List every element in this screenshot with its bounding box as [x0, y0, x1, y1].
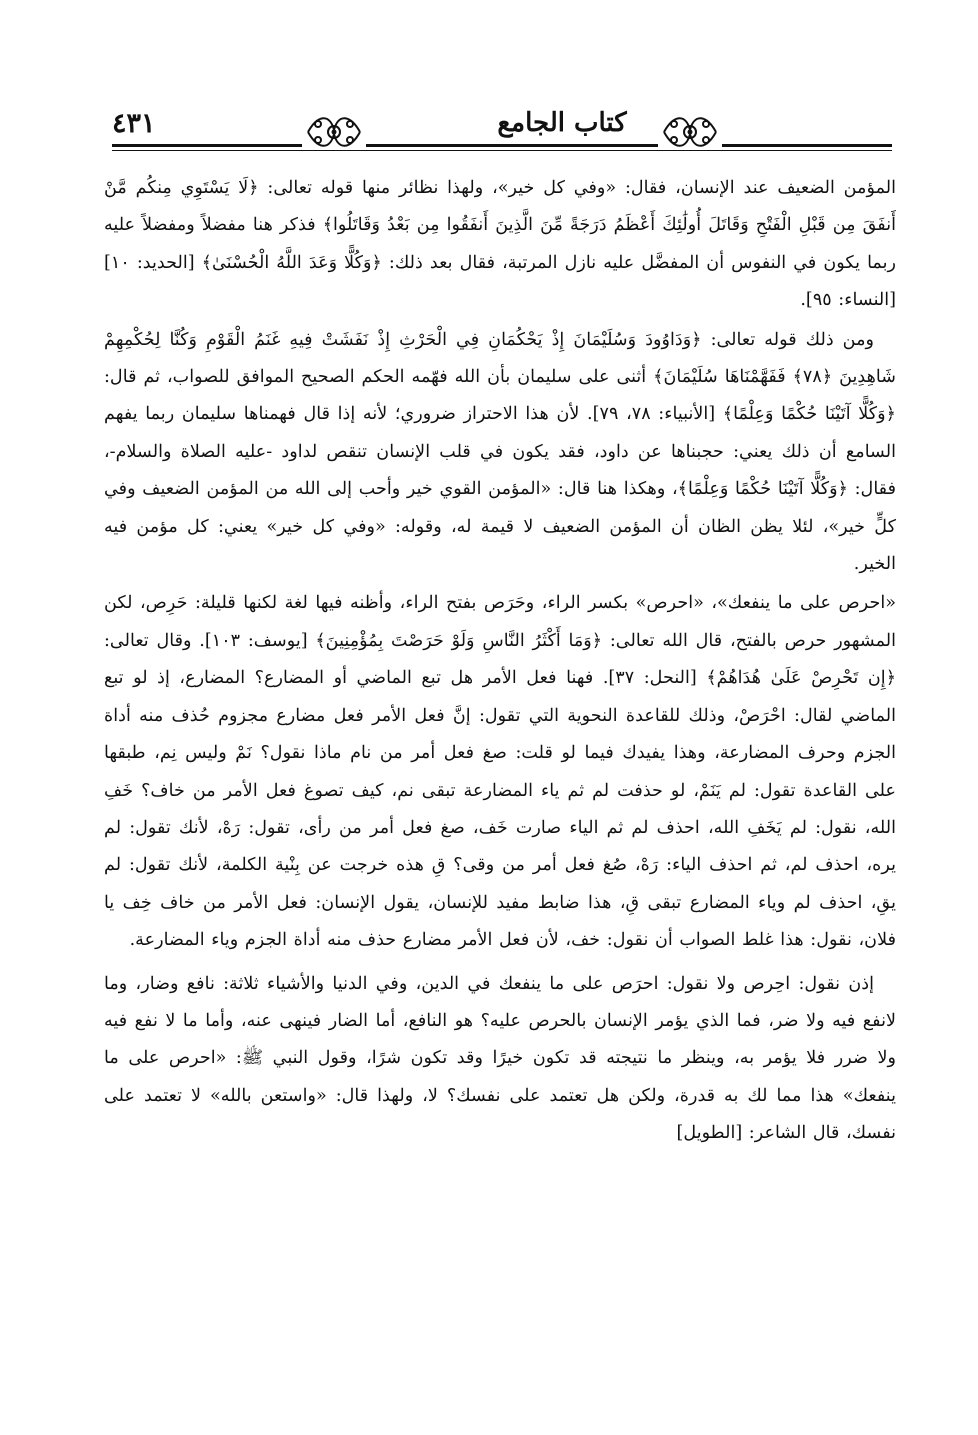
page-body [104, 170, 896, 1155]
paragraph: ومن ذلك قوله تعالى: ﴿وَدَاوُودَ وَسُلَيْمَانَ إِذْ يَحْكُمَانِ فِي الْحَرْثِ إِذْ نَفَشَتْ فِيهِ غَنَمُ الْقَوْمِ وَكُنَّا لِحُكْمِهِمْ شَاهِدِينَ ﴿٧٨﴾ فَفَهَّمْنَاهَا سُلَيْمَانَ﴾ أثنى على سليمان بأن الله فهّمه الحكم الصحيح الموافق للصواب، ثم قال: ﴿وَكُلًّا آتَيْنَا حُكْمًا وَعِلْمًا﴾ [الأنبياء: ٧٨، ٧٩]. لأن هذا الاحتراز ضروري؛ لأنه إذا قال فهمناها سليمان ربما يفهم السامع أن ذلك يعني: حجبناها عن داود، فقد يكون في قلب الإنسان تنقص لداود -عليه الصلاة والسلام-، فقال: ﴿وَكُلًّا آتَيْنَا حُكْمًا وَعِلْمًا﴾، وهكذا هنا قال: «المؤمن القوي خير وأحب إلى الله من المؤمن الضعيف وفي كلٍّ خير»، لئلا يظن الظان أن المؤمن الضعيف لا قيمة له، وقوله: «وفي كل خير» يعني: كل مؤمن فيه الخير. [104, 329, 896, 575]
ornament-right-icon [660, 104, 720, 156]
page-header [112, 104, 892, 164]
header-rule [722, 144, 892, 147]
page-number: ٤٣١ [112, 108, 156, 139]
paragraph: المؤمن الضعيف عند الإنسان، فقال: «وفي كل خير»، ولهذا نظائر منها قوله تعالى: ﴿لَا يَسْتَوِي مِنكُم مَّنْ أَنفَقَ مِن قَبْلِ الْفَتْحِ وَقَاتَلَ أُولَٰئِكَ أَعْظَمُ دَرَجَةً مِّنَ الَّذِينَ أَنفَقُوا مِن بَعْدُ وَقَاتَلُوا﴾ فذكر هنا مفضلاً ومفضلاً عليه ربما يكون في النفوس أن المفضَّل عليه نازل المرتبة، فقال بعد ذلك: ﴿وَكُلًّا وَعَدَ اللَّهُ الْحُسْنَىٰ﴾ [الحديد: ١٠] [النساء: ٩٥]. [104, 178, 896, 311]
paragraph: «احرص على ما ينفعك»، «احرص» بكسر الراء، وحَرَص بفتح الراء، وأظنه فيها لغة لكنها قليلة: حَرِص، لكن المشهور حرص بالفتح، قال الله تعالى: ﴿وَمَا أَكْثَرُ النَّاسِ وَلَوْ حَرَصْتَ بِمُؤْمِنِينَ﴾ [يوسف: ١٠٣]. وقال تعالى: ﴿إِن تَحْرِصْ عَلَىٰ هُدَاهُمْ﴾ [النحل: ٣٧]. فهنا فعل الأمر هل تبع الماضي أو المضارع؟ المضارع، إذ لو تبع الماضي لقال: احْرَصْ، وذلك للقاعدة النحوية التي تقول: إنَّ فعل الأمر فعل مضارع مجزوم حُذف منه أداة الجزم وحرف المضارعة، وهذا يفيدك فيما لو قلت: صغ فعل أمر من نام ماذا نقول؟ نَمْ وليس نِم، طبقها على القاعدة تقول: لم يَنَمْ، لو حذفت لم ثم ياء المضارعة تبقى نم، كيف تصوغ فعل الأمر من خاف؟ خَفِ الله، نقول: لم يَخَفِ الله، احذف لم ثم الياء صارت خَف، صغ فعل أمر من رأى، تقول: رَهْ، لأنك تقول: لم يره، احذف لم، ثم احذف الياء: رَهْ، صُغ فعل أمر من وقى؟ قِ هذه خرجت عن بِنْية الكلمة، لأنك تقول: لم يقِ، احذف لم وياء المضارع تبقى قِ، هذا ضابط مفيد للإنسان، يقول الإنسان: فعل الأمر من خاف خِف يا فلان، نقول: هذا غلط الصواب أن نقول: خف، لأن فعل الأمر مضارع حذف منه أداة الجزم وياء المضارعة. [104, 593, 896, 951]
header-underline [112, 150, 892, 151]
ornament-left-icon [304, 104, 364, 156]
header-rule [112, 144, 302, 147]
header-rule [366, 144, 658, 147]
paragraph: إذن نقول: احِرص ولا نقول: احرَص على ما ينفعك في الدين، وفي الدنيا والأشياء ثلاثة: نافع وضار، وما لانفع فيه ولا ضر، فما الذي يؤمر الإنسان بالحرص عليه؟ هو النافع، أما الضار فينهى عنه، وأما ما لا نفع فيه ولا ضرر فلا يؤمر به، وينظر ما نتيجته قد تكون خيرًا وقد تكون شرًا، وقول النبي ﷺ: «احرص على ما ينفعك» هذا مما لك به قدرة، ولكن هل تعتمد على نفسك؟ لا، ولهذا قال: «واستعن بالله» لا تعتمد على نفسك، قال الشاعر: [الطويل] [104, 973, 896, 1144]
page-title: كتاب الجامع [497, 108, 627, 138]
